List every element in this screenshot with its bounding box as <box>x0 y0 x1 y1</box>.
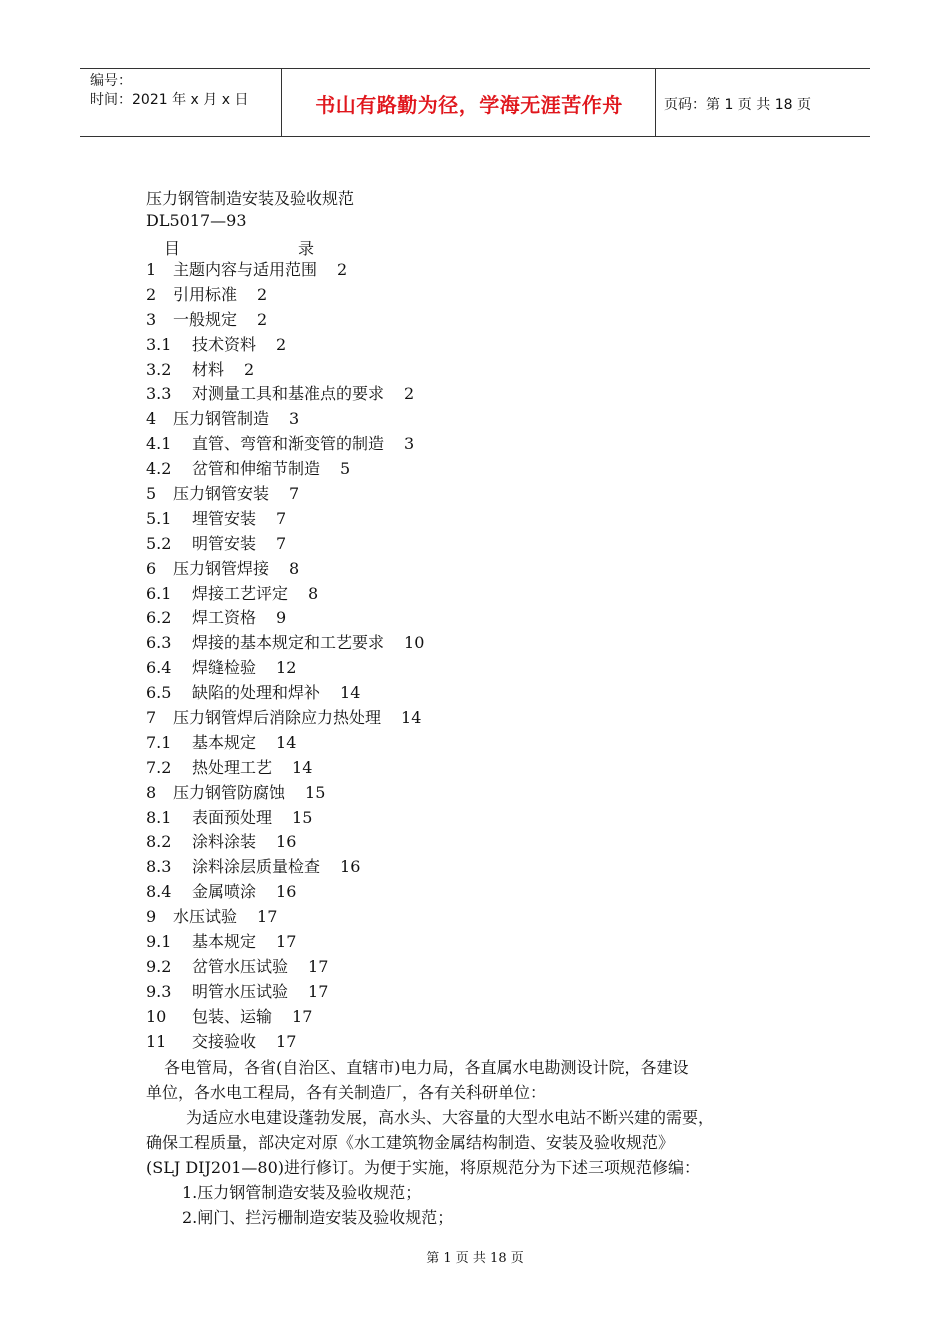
toc-entry <box>146 432 424 457</box>
toc-entry-title: 材料 <box>192 359 225 379</box>
toc-entry-page: 9 <box>276 608 287 628</box>
toc-entry-title: 焊工资格 <box>192 608 257 628</box>
toc-entry-title: 岔管水压试验 <box>192 956 289 976</box>
toc-entry <box>146 731 424 756</box>
list-item-1: 1.压力钢管制造安装及验收规范； <box>182 1183 422 1202</box>
toc-entry-page: 8 <box>308 583 319 603</box>
body-paragraph-1-line-2: 单位，各水电工程局，各有关制造厂，各有关科研单位： <box>146 1083 547 1102</box>
toc-entry-number: 9 <box>146 907 157 927</box>
toc-entry <box>146 880 424 905</box>
toc-entry-number: 6.5 <box>146 683 172 703</box>
toc-entry <box>146 1030 424 1055</box>
toc-entry-title: 岔管和伸缩节制造 <box>192 459 321 479</box>
toc-entry <box>146 482 424 507</box>
toc-entry-page: 2 <box>337 260 348 279</box>
toc-entry-title: 压力钢管制造 <box>173 409 270 429</box>
header-top-rule <box>80 68 870 69</box>
toc-entry-title: 主题内容与适用范围 <box>173 260 318 279</box>
toc-entry-page: 15 <box>292 807 313 827</box>
document-code: DL5017—93 <box>146 211 247 230</box>
toc-entry-title: 表面预处理 <box>192 807 273 827</box>
document-title: 压力钢管制造安装及验收规范 <box>146 189 355 208</box>
toc-entry-number: 7.2 <box>146 757 172 777</box>
toc-entry-number: 1 <box>146 260 157 279</box>
toc-entry-title: 交接验收 <box>192 1031 257 1051</box>
toc-entry-title: 埋管安装 <box>192 508 257 528</box>
toc-entry-page: 8 <box>289 558 300 578</box>
toc-entry-page: 2 <box>244 359 255 379</box>
toc-entry-number: 9.1 <box>146 932 172 952</box>
toc-entry-number: 6.4 <box>146 658 172 678</box>
toc-entry <box>146 706 424 731</box>
toc-entry-title: 涂料涂装 <box>192 832 257 852</box>
toc-entry-number: 3.1 <box>146 334 172 354</box>
toc-entry <box>146 308 424 333</box>
toc-entry <box>146 457 424 482</box>
toc-entry <box>146 557 424 582</box>
toc-entry-page: 17 <box>257 907 278 927</box>
toc-entry-title: 基本规定 <box>192 932 257 952</box>
toc-entry-title: 引用标准 <box>173 284 238 304</box>
toc-entry-number: 4.1 <box>146 434 172 454</box>
toc-entry-number: 9.3 <box>146 981 172 1001</box>
header-divider-right <box>655 68 656 136</box>
toc-entry-number: 5.2 <box>146 533 172 553</box>
toc-entry-page: 7 <box>276 533 287 553</box>
toc-entry-number: 10 <box>146 1006 167 1026</box>
toc-entry-title: 压力钢管安装 <box>173 484 270 504</box>
table-of-contents <box>146 258 424 1055</box>
toc-entry <box>146 955 424 980</box>
toc-entry-page: 10 <box>404 633 425 653</box>
toc-entry-number: 6.2 <box>146 608 172 628</box>
toc-entry-number: 3.2 <box>146 359 172 379</box>
toc-entry <box>146 258 424 283</box>
toc-entry-title: 焊缝检验 <box>192 658 257 678</box>
toc-entry-number: 8.1 <box>146 807 172 827</box>
toc-entry-number: 4.2 <box>146 459 172 479</box>
toc-entry-title: 明管水压试验 <box>192 981 289 1001</box>
toc-entry-title: 压力钢管防腐蚀 <box>173 782 286 802</box>
toc-entry-page: 17 <box>276 932 297 952</box>
toc-entry-number: 5 <box>146 484 157 504</box>
toc-entry <box>146 756 424 781</box>
toc-entry-number: 6.1 <box>146 583 172 603</box>
toc-entry-page: 3 <box>289 409 300 429</box>
toc-entry <box>146 382 424 407</box>
toc-entry <box>146 358 424 383</box>
toc-entry-number: 8.3 <box>146 857 172 877</box>
toc-entry-page: 17 <box>276 1031 297 1051</box>
toc-entry <box>146 681 424 706</box>
toc-entry-number: 9.2 <box>146 956 172 976</box>
toc-entry <box>146 1005 424 1030</box>
toc-entry-page: 2 <box>257 309 268 329</box>
toc-entry-title: 金属喷涂 <box>192 882 257 902</box>
toc-entry-number: 3 <box>146 309 157 329</box>
toc-entry-title: 压力钢管焊后消除应力热处理 <box>173 708 382 728</box>
toc-entry-title: 基本规定 <box>192 732 257 752</box>
toc-entry-title: 技术资料 <box>192 334 257 354</box>
body-paragraph-2-line-1: 为适应水电建设蓬勃发展，高水头、大容量的大型水电站不断兴建的需要， <box>186 1108 715 1127</box>
header-meta <box>90 72 248 110</box>
toc-entry-page: 5 <box>340 459 351 479</box>
header-page-info: 页码：第 1 页 共 18 页 <box>664 97 811 113</box>
toc-heading-left: 目 <box>164 239 181 258</box>
toc-entry <box>146 781 424 806</box>
toc-entry-page: 14 <box>340 683 361 703</box>
toc-entry <box>146 905 424 930</box>
toc-entry-page: 16 <box>276 832 297 852</box>
document-date: 时间：2021 年 x 月 x 日 <box>90 92 249 108</box>
toc-entry <box>146 830 424 855</box>
toc-entry-title: 明管安装 <box>192 533 257 553</box>
body-paragraph-2-line-2: 确保工程质量，部决定对原《水工建筑物金属结构制造、安装及验收规范》 <box>146 1133 675 1152</box>
toc-entry-title: 焊接的基本规定和工艺要求 <box>192 633 385 653</box>
toc-entry-number: 6 <box>146 558 157 578</box>
toc-entry-page: 14 <box>401 708 422 728</box>
toc-entry-page: 3 <box>404 434 415 454</box>
toc-entry-title: 热处理工艺 <box>192 757 273 777</box>
toc-entry-number: 7.1 <box>146 732 172 752</box>
toc-entry-number: 8.2 <box>146 832 172 852</box>
header-bottom-rule <box>80 136 870 137</box>
toc-entry <box>146 980 424 1005</box>
toc-entry <box>146 283 424 308</box>
toc-entry-number: 8 <box>146 782 157 802</box>
toc-entry-title: 压力钢管焊接 <box>173 558 270 578</box>
toc-entry <box>146 806 424 831</box>
toc-entry-title: 涂料涂层质量检查 <box>192 857 321 877</box>
toc-entry-page: 16 <box>276 882 297 902</box>
toc-entry <box>146 855 424 880</box>
toc-entry <box>146 407 424 432</box>
toc-entry-title: 缺陷的处理和焊补 <box>192 683 321 703</box>
toc-entry-number: 7 <box>146 708 157 728</box>
toc-entry-page: 7 <box>289 484 300 504</box>
toc-entry-title: 水压试验 <box>173 907 238 927</box>
toc-entry-number: 8.4 <box>146 882 172 902</box>
toc-entry-page: 16 <box>340 857 361 877</box>
toc-entry-page: 15 <box>305 782 326 802</box>
toc-entry-page: 7 <box>276 508 287 528</box>
toc-entry-page: 12 <box>276 658 297 678</box>
toc-entry <box>146 532 424 557</box>
toc-entry-page: 2 <box>257 284 268 304</box>
toc-entry <box>146 507 424 532</box>
body-paragraph-2-line-3: (SLJ DIJ201—80)进行修订。为便于实施，将原规范分为下述三项规范修编： <box>146 1158 701 1177</box>
toc-entry-title: 直管、弯管和渐变管的制造 <box>192 434 385 454</box>
toc-entry-number: 6.3 <box>146 633 172 653</box>
toc-entry-number: 5.1 <box>146 508 172 528</box>
toc-entry-title: 对测量工具和基准点的要求 <box>192 384 385 404</box>
toc-entry-title: 一般规定 <box>173 309 238 329</box>
toc-entry-number: 4 <box>146 409 157 429</box>
toc-entry-page: 14 <box>276 732 297 752</box>
document-number-label: 编号： <box>90 73 132 89</box>
toc-entry <box>146 930 424 955</box>
toc-entry-page: 2 <box>276 334 287 354</box>
toc-entry-title: 包装、运输 <box>192 1006 273 1026</box>
toc-entry-page: 17 <box>292 1006 313 1026</box>
toc-entry-page: 17 <box>308 981 329 1001</box>
toc-entry-number: 2 <box>146 284 157 304</box>
header-motto: 书山有路勤为径，学海无涯苦作舟 <box>315 93 623 117</box>
toc-entry-title: 焊接工艺评定 <box>192 583 289 603</box>
toc-heading-right: 录 <box>298 239 315 258</box>
toc-entry <box>146 631 424 656</box>
toc-entry <box>146 333 424 358</box>
list-item-2: 2.闸门、拦污栅制造安装及验收规范； <box>182 1208 454 1227</box>
toc-entry-number: 11 <box>146 1031 167 1051</box>
toc-entry <box>146 582 424 607</box>
toc-entry <box>146 606 424 631</box>
toc-entry-number: 3.3 <box>146 384 172 404</box>
body-paragraph-1-line-1: 各电管局，各省(自治区、直辖市)电力局，各直属水电勘测设计院，各建设 <box>164 1058 689 1077</box>
toc-entry-page: 2 <box>404 384 415 404</box>
toc-entry-page: 14 <box>292 757 313 777</box>
header-divider-left <box>281 68 282 136</box>
toc-entry-page: 17 <box>308 956 329 976</box>
toc-entry <box>146 656 424 681</box>
page-footer: 第 1 页 共 18 页 <box>426 1251 524 1266</box>
